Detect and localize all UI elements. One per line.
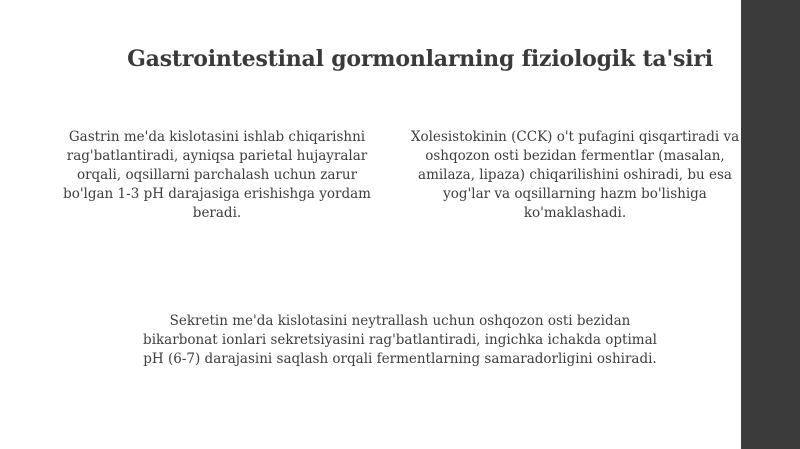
slide-title: Gastrointestinal gormonlarning fiziologik ta'siri	[127, 45, 713, 72]
secretin-paragraph: Sekretin me'da kislotasini neytrallash uchun oshqozon osti bezidan bikarbonat ionlari sekretsiyasini rag'batlantiradi, ingichka ichakda optimal pH (6-7) darajasini saqlash orqali fermentlarning samaradorligini oshiradi.	[143, 312, 657, 367]
decorative-side-bar	[741, 0, 800, 449]
cck-paragraph: Xolesistokinin (CCK) o't pufagini qisqartiradi va oshqozon osti bezidan fermentlar (masalan, amilaza, lipaza) chiqarilishini oshiradi, bu esa yog'lar va oqsillarning hazm bo'lishiga ko'maklashadi.	[410, 128, 740, 221]
gastrin-paragraph: Gastrin me'da kislotasini ishlab chiqarishni rag'batlantiradi, ayniqsa parietal hujayralar orqali, oqsillarni parchalash uchun zarur bo'lgan 1-3 pH darajasiga erishishga yordam beradi.	[63, 128, 371, 221]
